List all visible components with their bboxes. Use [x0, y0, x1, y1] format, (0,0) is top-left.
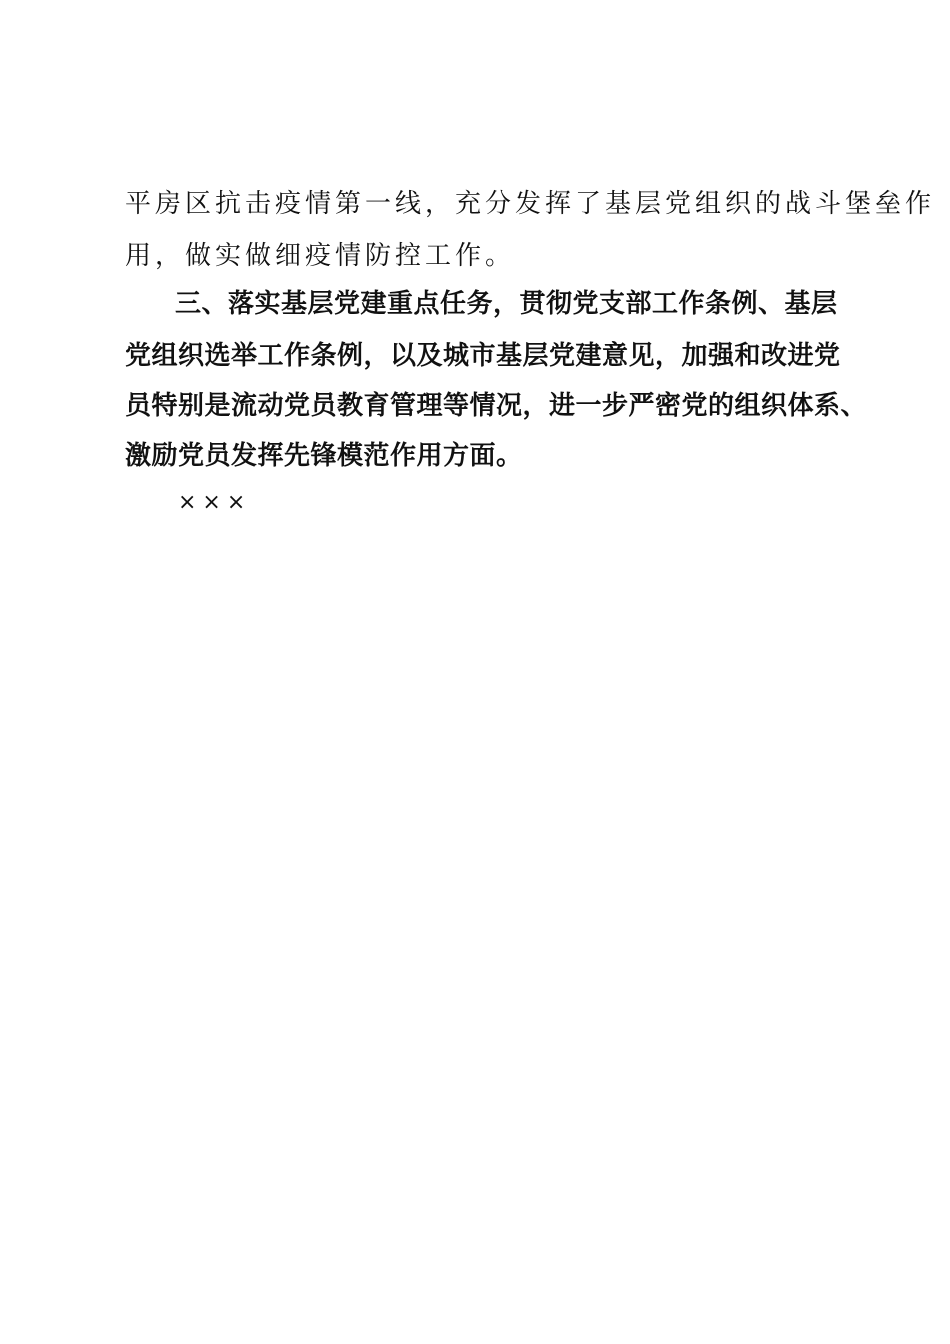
section-three-line-1: 三、落实基层党建重点任务，贯彻党支部工作条例、基层: [175, 289, 838, 319]
section-three-line-2: 党组织选举工作条例，以及城市基层党建意见，加强和改进党: [125, 341, 841, 371]
paragraph-continuation-line-2: 用，做实做细疫情防控工作。: [125, 241, 516, 271]
closing-marks: ×××: [178, 490, 252, 515]
section-three-line-4: 激励党员发挥先锋模范作用方面。: [125, 441, 523, 471]
paragraph-continuation-line-1: 平房区抗击疫情第一线，充分发挥了基层党组织的战斗堡垒作: [125, 189, 936, 219]
section-three-line-3: 员特别是流动党员教育管理等情况，进一步严密党的组织体系、: [125, 391, 868, 421]
